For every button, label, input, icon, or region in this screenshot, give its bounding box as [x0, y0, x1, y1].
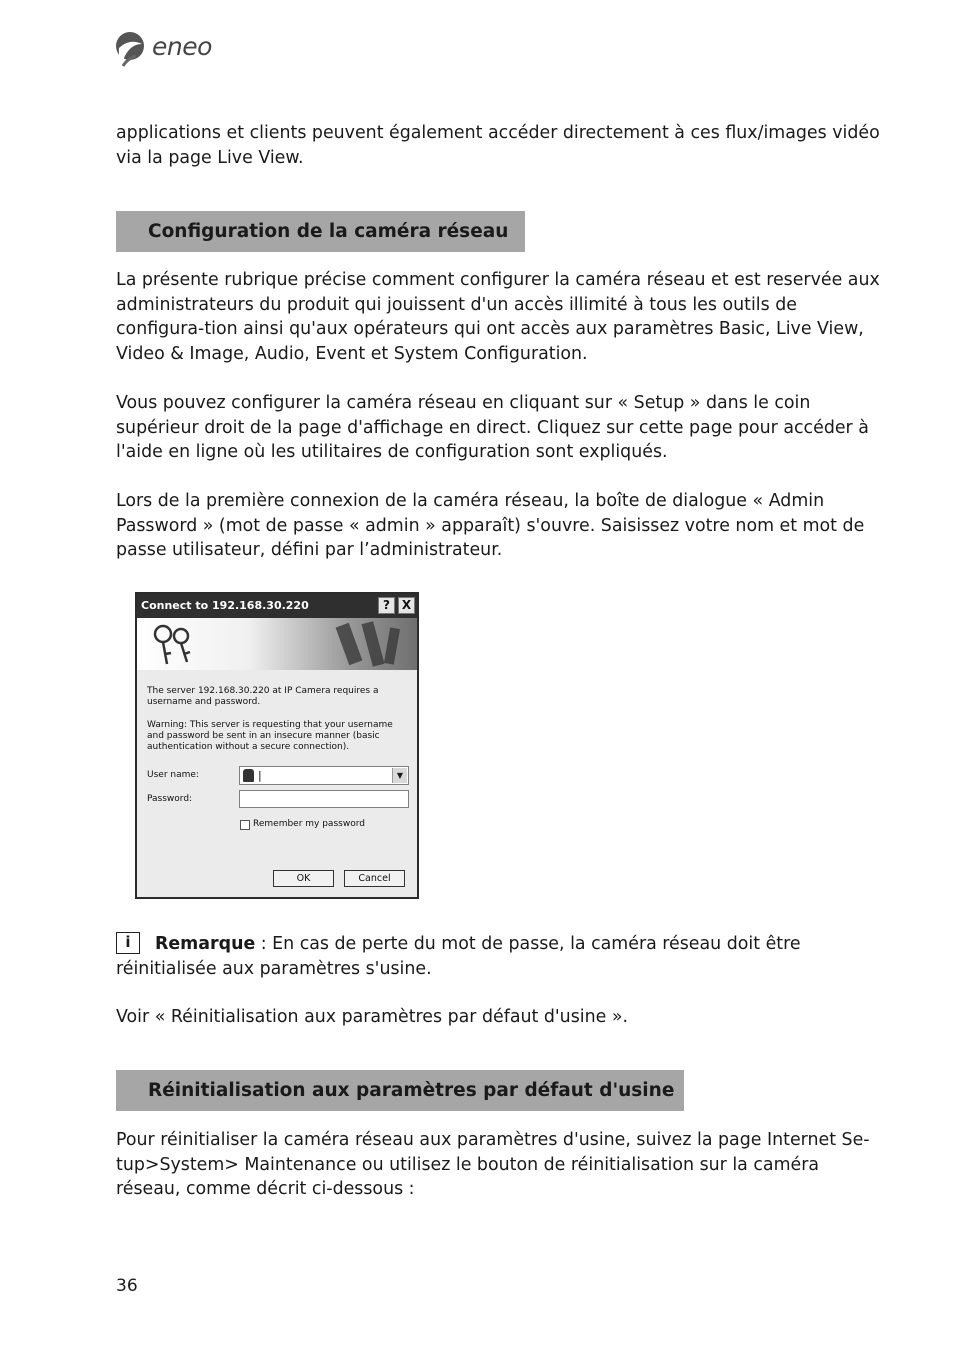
logo-wordmark: eneo: [152, 32, 212, 61]
warning-message: Warning: This server is requesting that your username and password be sent in an insecure manner (basic authentication without a secure connection).: [147, 720, 393, 752]
eneo-logo-icon: [114, 30, 150, 72]
keys-icon: [137, 618, 417, 670]
username-label: User name:: [147, 770, 199, 780]
reset-paragraph: Pour réinitialiser la caméra réseau aux paramètres d'usine, suivez la page Internet Se-tup>System> Maintenance ou utilisez le bouton de réinitialisation sur la caméra réseau, comme décrit ci-dessous :: [116, 1130, 870, 1200]
server-message: The server 192.168.30.220 at IP Camera requires a username and password.: [147, 686, 379, 707]
config-paragraph-3: Lors de la première connexion de la caméra réseau, la boîte de dialogue « Admin Password » (mot de passe « admin » apparaît) s'ouvre. Saisissez votre nom et mot de passe utilisateur, défini par l’administrateur.: [116, 491, 865, 561]
remember-password-checkbox[interactable]: [240, 820, 250, 830]
config-paragraph-1: La présente rubrique précise comment configurer la caméra réseau et est reservée aux administrateurs du produit qui jouissent d'un accès illimité à tous les outils de configura-tion ainsi qu'aux opérateurs qui ont accès aux paramètres Basic, Live View, Video & Image, Audio, Event et System Configuration.: [116, 270, 880, 365]
config-paragraph-2: Vous pouvez configurer la caméra réseau en cliquant sur « Setup » dans le coin supérieur droit de la page d'affichage en direct. Cliquez sur cette page pour accéder à l'aide en ligne où les utilitaires de configuration sont expliqués.: [116, 393, 869, 463]
dialog-banner: [137, 618, 417, 670]
note-text: : En cas de perte du mot de passe, la caméra réseau doit être réinitialisée aux paramètres s'usine.: [116, 934, 801, 979]
see-also-paragraph: Voir « Réinitialisation aux paramètres par défaut d'usine ».: [116, 1007, 629, 1027]
close-button[interactable]: X: [398, 597, 415, 614]
eneo-logo: [114, 30, 224, 72]
intro-paragraph: applications et clients peuvent également accéder directement à ces flux/images vidéo via la page Live View.: [116, 123, 880, 168]
section-heading-reset: Réinitialisation aux paramètres par défaut d'usine: [116, 1070, 684, 1111]
username-combobox[interactable]: [239, 766, 409, 785]
dialog-title: Connect to 192.168.30.220: [137, 594, 417, 618]
section-heading-configuration: Configuration de la caméra réseau: [116, 211, 525, 252]
password-label: Password:: [147, 794, 193, 804]
remember-password-label: Remember my password: [253, 819, 365, 829]
help-button[interactable]: ?: [378, 597, 395, 614]
chevron-down-icon[interactable]: ▼: [392, 768, 407, 783]
password-input[interactable]: [239, 790, 409, 808]
login-dialog: [135, 592, 419, 899]
user-icon: [243, 769, 254, 782]
note-label: Remarque: [155, 934, 256, 954]
note-paragraph: [116, 932, 886, 981]
username-value: |: [258, 769, 262, 782]
ok-button[interactable]: OK: [273, 870, 334, 887]
cancel-button[interactable]: Cancel: [344, 870, 405, 887]
page-number: 36: [116, 1276, 138, 1296]
info-icon: i: [116, 932, 140, 954]
